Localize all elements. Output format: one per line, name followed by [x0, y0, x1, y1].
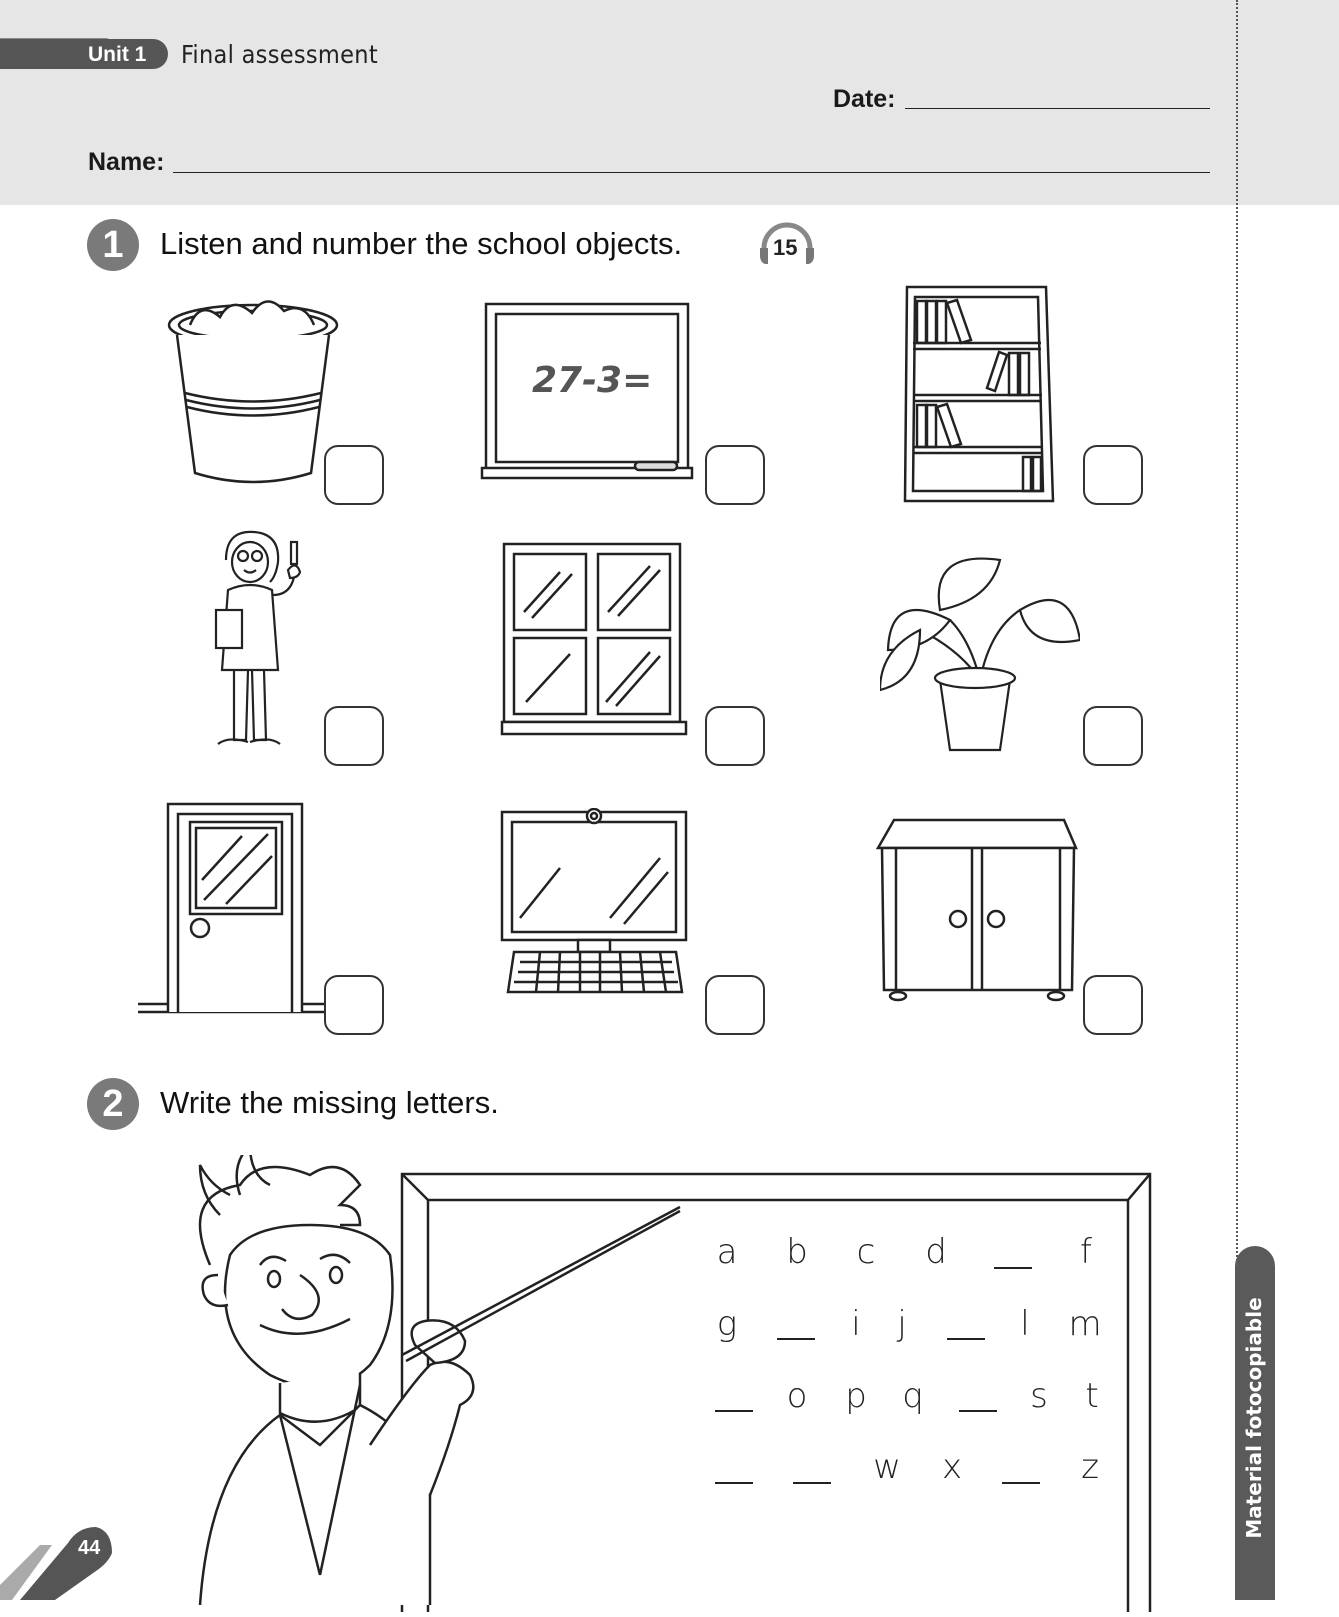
answer-box-board[interactable] [705, 445, 765, 505]
name-label: Name: [88, 148, 165, 176]
letter: l [1020, 1304, 1030, 1344]
teacher-icon [198, 530, 313, 750]
door-icon [138, 800, 328, 1015]
letter: a [716, 1232, 738, 1272]
audio-track-icon [756, 218, 818, 268]
missing-letter-blank[interactable] [715, 1410, 753, 1412]
answer-box-teacher[interactable] [324, 706, 384, 766]
plant-icon [880, 550, 1080, 755]
answer-box-window[interactable] [705, 706, 765, 766]
missing-letter-blank[interactable] [947, 1338, 985, 1340]
photocopiable-label: Material fotocopiable [1242, 1297, 1266, 1539]
letter: x [941, 1447, 963, 1487]
letter: i [851, 1304, 861, 1344]
missing-letter-blank[interactable] [715, 1482, 753, 1484]
window-icon [500, 542, 690, 737]
name-field[interactable] [173, 172, 1210, 173]
missing-letter-blank[interactable] [994, 1267, 1032, 1269]
unit-title: Final assessment [181, 40, 378, 69]
bin-icon [165, 295, 345, 490]
letter: f [1080, 1232, 1092, 1272]
answer-box-cupboard[interactable] [1083, 975, 1143, 1035]
cupboard-icon [876, 818, 1081, 1003]
photocopiable-side-tab [1235, 1246, 1275, 1600]
bookcase-icon [903, 285, 1068, 505]
letter: z [1081, 1447, 1099, 1487]
date-label: Date: [833, 85, 896, 113]
letter: c [856, 1232, 876, 1272]
section-1-title: Listen and number the school objects. [160, 226, 683, 261]
date-field[interactable] [905, 108, 1210, 109]
header-band [0, 0, 1339, 205]
missing-letter-blank[interactable] [793, 1482, 831, 1484]
letter: o [786, 1376, 808, 1416]
letter: q [902, 1376, 924, 1416]
audio-track-number: 15 [773, 235, 798, 260]
letter: t [1085, 1376, 1099, 1416]
answer-box-plant[interactable] [1083, 706, 1143, 766]
unit-label: Unit 1 [88, 43, 147, 66]
letter: d [925, 1232, 947, 1272]
answer-box-door[interactable] [324, 975, 384, 1035]
section-2-title: Write the missing letters. [160, 1085, 499, 1120]
section-1-number: 1 [87, 219, 139, 271]
missing-letter-blank[interactable] [777, 1338, 815, 1340]
teacher-with-pointer-illustration [140, 1155, 700, 1610]
letter: j [897, 1304, 907, 1344]
page-number: 44 [78, 1537, 101, 1559]
board-icon [480, 300, 695, 482]
answer-box-computer[interactable] [705, 975, 765, 1035]
missing-letter-blank[interactable] [1002, 1482, 1040, 1484]
section-2-number: 2 [87, 1078, 139, 1130]
letter: w [873, 1447, 901, 1487]
missing-letter-blank[interactable] [959, 1410, 997, 1412]
computer-icon [500, 808, 690, 998]
unit-tab [0, 34, 168, 74]
answer-box-bin[interactable] [324, 445, 384, 505]
letter: p [845, 1376, 867, 1416]
letter: g [716, 1304, 738, 1344]
answer-box-bookcase[interactable] [1083, 445, 1143, 505]
letter: s [1030, 1376, 1048, 1416]
letter: m [1068, 1304, 1102, 1344]
board-text: 27-3= [532, 360, 653, 401]
letter: b [786, 1232, 808, 1272]
